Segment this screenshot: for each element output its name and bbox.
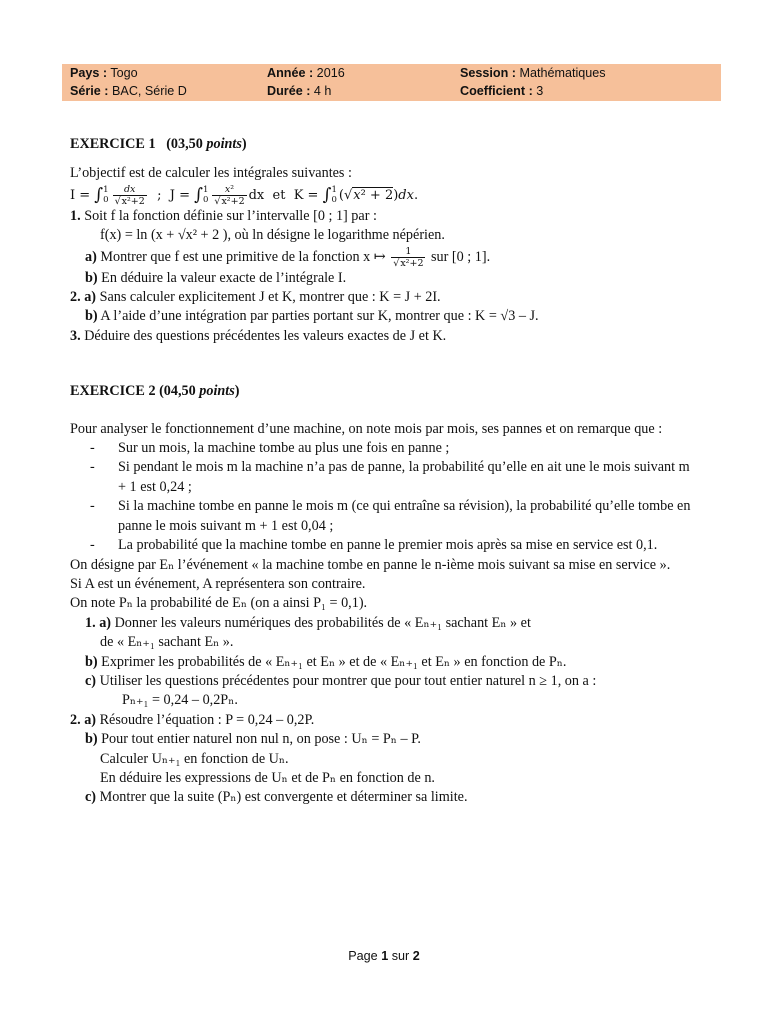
page-label: Page (348, 949, 382, 963)
ex1-q2b (70, 307, 700, 326)
integral-sign: ∫ (194, 184, 203, 205)
ex2-q1b-text: Exprimer les probabilités de « Eₙ₊₁ et Eₙ » et de « Eₙ₊₁ et Eₙ » en fonction de Pₙ. (97, 653, 567, 670)
fraction: $\frac{1}{\text{√x²+2}}$ (393, 245, 424, 269)
list-item: - La probabilité que la machine tombe en panne le premier mois après sa mise en service est 0,1. (70, 536, 700, 555)
series-label: Série : (70, 84, 109, 98)
ex2-q1a (70, 614, 700, 633)
event-definition: On désigne par Eₙ l’événement « la machine tombe en panne le n-ième mois suivant sa mise en service ». (70, 556, 671, 573)
complement-definition: Si A est un événement, A représentera son contraire. (70, 575, 366, 592)
integral-bounds: 1 0 (202, 185, 209, 206)
fraction: $\frac{\text{x²}}{\text{√x²+2}}$ (214, 183, 245, 207)
exam-header (62, 64, 721, 101)
page-footer (0, 947, 768, 966)
exam-content (70, 135, 700, 808)
ex1-q1b (70, 269, 700, 288)
integral-bounds: 1 0 (103, 185, 109, 206)
ex2-q1a-text: Donner les valeurs numériques des probabilités de « Eₙ₊₁ sachant Eₙ » et (111, 614, 531, 631)
ex1-q1-text: Soit f la fonction définie sur l’intervalle [0 ; 1] par : (80, 207, 377, 224)
ex2-q2c-label: c) (85, 789, 97, 806)
fraction: $\frac{dx}{\text{√x²+2}}$ (114, 183, 145, 207)
coefficient-value: 3 (532, 84, 544, 98)
ex1-q1a-text: Montrer que f est une primitive de la fonction x ↦ (96, 248, 390, 265)
ex2-q1a-label: 1. a) (85, 614, 112, 631)
integral-bounds: 1 0 (331, 185, 337, 206)
ex2-q1b-label: b) (85, 653, 98, 670)
ex2-q2b (70, 730, 700, 749)
duration-label: Durée : (267, 84, 311, 98)
ex2-q1a-continuation: de « Eₙ₊₁ sachant Eₙ ». (100, 634, 234, 651)
ex2-q1b (70, 653, 700, 672)
ex2-q2a (70, 711, 700, 730)
exercise-2-points-word: points (199, 383, 235, 400)
country-value: Togo (107, 66, 138, 80)
session-value: Mathématiques (516, 66, 606, 80)
ex2-q2c (70, 788, 700, 807)
coefficient-field (460, 82, 543, 100)
ex2-q1c-text: Utiliser les questions précédentes pour montrer que pour tout entier naturel n ≥ 1, on a : (96, 672, 597, 689)
session-label: Session : (460, 66, 516, 80)
ex1-q3 (70, 327, 700, 346)
ex1-q2a (70, 288, 700, 307)
duration-field (267, 82, 331, 100)
ex2-q2b-text: Pour tout entier naturel non nul n, on pose : Uₙ = Pₙ – P. (97, 731, 421, 748)
country-label: Pays : (70, 66, 108, 80)
list-item: - Si la machine tombe en panne le mois m (ce qui entraîne sa révision), la probabilité qu’elle tombe en panne le mois suivant m + 1 est 0,04 ; (70, 497, 700, 536)
ex2-q1c-label: c) (85, 672, 97, 689)
ex1-q3-label: 3. (70, 327, 81, 344)
ex2-q2b-line2: Calculer Uₙ₊₁ en fonction de Uₙ. (100, 750, 289, 767)
list-item: - Si pendant le mois m la machine n’a pas de panne, la probabilité qu’elle en ait une le mois suivant m + 1 est 0,24 ; (70, 458, 700, 497)
ex2-q2c-text: Montrer que la suite (Pₙ) est convergente et déterminer sa limite. (96, 789, 468, 806)
header-row-1 (62, 64, 721, 82)
exercise-2-points-close: ) (234, 383, 240, 400)
probability-definition: On note Pₙ la probabilité de Eₙ (on a ainsi P₁ = 0,1). (70, 595, 368, 612)
ex1-q2a-label: 2. a) (70, 289, 97, 306)
exercise-1-intro: L’objectif est de calculer les intégrales suivantes : (70, 165, 352, 182)
ex1-q2a-text: Sans calculer explicitement J et K, montrer que : K = J + 2I. (96, 289, 441, 306)
exercise-1-points: (03,50 (166, 136, 207, 152)
year-label: Année : (267, 66, 314, 80)
exercise-2-heading: EXERCICE 2 (04,50 (70, 383, 200, 400)
ex1-q1a-label: a) (85, 248, 97, 265)
ex1-q1a-tail: sur [0 ; 1]. (427, 248, 491, 265)
ex1-q1-number: 1. (70, 207, 81, 224)
page-total: 2 (412, 949, 420, 963)
ex1-q2b-label: b) (85, 308, 98, 325)
exercise-2-title (70, 382, 700, 401)
session-field (460, 64, 606, 82)
ex1-q1b-text: En déduire la valeur exacte de l’intégrale I. (97, 269, 347, 286)
ex1-q1 (70, 207, 700, 226)
country-field (70, 64, 138, 82)
ex2-q1c (70, 672, 700, 691)
list-item: - Sur un mois, la machine tombe au plus une fois en panne ; (70, 439, 700, 458)
series-value: BAC, Série D (108, 84, 187, 98)
integral-sign: ∫ (322, 184, 332, 205)
exercise-1-heading: EXERCICE 1 (70, 136, 156, 152)
page-of: sur (388, 949, 413, 963)
ex2-q2b-line3: En déduire les expressions de Uₙ et de Pₙ en fonction de n. (100, 769, 435, 786)
year-field (267, 64, 345, 82)
ex2-q2a-label: 2. a) (70, 711, 97, 728)
ex1-q1-definition: f(x) = ln (x + √x² + 2 ), où ln désigne le logarithme népérien. (100, 227, 445, 244)
year-value: 2016 (313, 66, 345, 80)
ex2-q2a-text: Résoudre l’équation : P = 0,24 – 0,2P. (96, 711, 315, 728)
exercise-1-title (70, 135, 700, 154)
observations-list (70, 439, 700, 555)
ex2-q1c-formula: Pₙ₊₁ = 0,24 – 0,2Pₙ. (122, 692, 238, 709)
ex1-q1a (70, 246, 700, 269)
integrals-definition: I = ∫ 1 0 $\frac{dx}{\text{√x²+2}}$ ; J = ∫ 1 0 $\frac{\text{x²}}{\text{√x²+2}}$ dx et K = ∫ 1 0 (√x² + 2)dx. (70, 183, 419, 207)
ex1-q1b-label: b) (85, 269, 98, 286)
ex1-q2b-text: A l’aide d’une intégration par parties portant sur K, montrer que : K = √3 – J. (97, 308, 539, 325)
coefficient-label: Coefficient : (460, 84, 533, 98)
header-row-2 (62, 82, 721, 100)
page-number: 1 (381, 949, 389, 963)
exercise-1-points-close: ) (241, 136, 247, 152)
series-field (70, 82, 187, 100)
integral-sign: ∫ (94, 184, 104, 205)
exercise-1-points-word: points (206, 136, 242, 152)
ex1-q3-text: Déduire des questions précédentes les valeurs exactes de J et K. (80, 327, 447, 344)
ex2-q2b-label: b) (85, 731, 98, 748)
exercise-2-intro: Pour analyser le fonctionnement d’une machine, on note mois par mois, ses pannes et on remarque que : (70, 420, 663, 437)
duration-value: 4 h (310, 84, 332, 98)
